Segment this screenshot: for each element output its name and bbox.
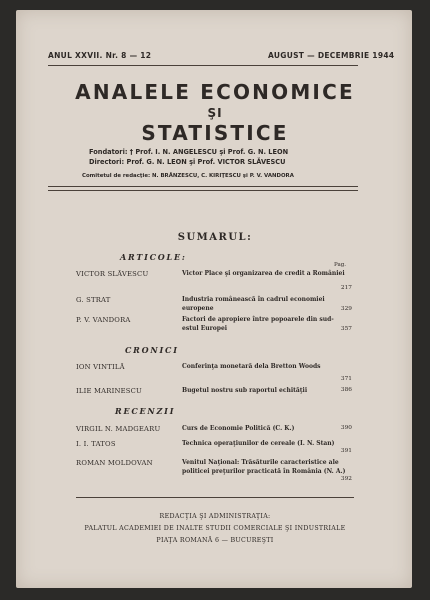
author: ION VINTILĂ	[76, 363, 125, 371]
directors: Directori: Prof. G. N. LEON şi Prof. VICTOR SLĂVESCU	[89, 158, 286, 166]
header-rule	[48, 65, 358, 66]
founders: Fondatori: † Prof. I. N. ANGELESCU şi Prof. G. N. LEON	[89, 148, 289, 156]
section-heading-recenzii: RECENZII	[115, 406, 176, 416]
journal-title-line2: ŞI	[207, 106, 223, 120]
author: ROMAN MOLDOVAN	[76, 459, 153, 467]
section-heading-cronici: CRONICI	[125, 345, 179, 355]
author: ILIE MARINESCU	[76, 387, 142, 395]
author: P. V. VANDORA	[76, 316, 131, 324]
title-rule-bottom	[48, 190, 358, 191]
issue-number: ANUL XXVII. Nr. 8 — 12	[48, 51, 152, 60]
article-title: Industria românească în cadrul economiei europene	[182, 296, 325, 312]
author: G. STRAT	[76, 296, 111, 304]
section-heading-articole: ARTICOLE:	[120, 252, 187, 262]
journal-title-line1: ANALELE ECONOMICE	[75, 80, 355, 104]
footer-line3: PIAŢA ROMANĂ 6 — BUCUREŞTI	[156, 537, 274, 544]
author: I. I. TATOS	[76, 440, 116, 448]
page-number: 386	[340, 387, 352, 393]
article-title: Technica operaţiunilor de cereale (I. N. Stan)	[182, 440, 335, 447]
editorial-committee: Comitetul de redacţie: N. BRĂNZESCU, C. KIRIŢESCU şi P. V. VANDORA	[82, 173, 294, 179]
page-column-label: Pag.	[334, 262, 347, 268]
article-title: Curs de Economie Politică (C. K.)	[182, 425, 295, 432]
page-number: 390	[340, 425, 352, 431]
contents-rule	[76, 497, 354, 498]
article-title: Bugetul nostru sub raportul echităţii	[182, 387, 308, 394]
footer-line1: REDACŢIA ŞI ADMINISTRAŢIA:	[159, 513, 271, 520]
title-rule-top	[48, 186, 358, 187]
page-number: 371	[340, 376, 352, 382]
page-number: 217	[340, 285, 352, 291]
footer-line2: PALATUL ACADEMIEI DE INALTE STUDII COMERCIALE ŞI INDUSTRIALE	[84, 525, 346, 532]
page-number: 391	[340, 448, 352, 454]
page-number: 392	[340, 476, 352, 482]
journal-title-line3: STATISTICE	[141, 121, 289, 145]
author: VIRGIL N. MADGEARU	[76, 425, 161, 433]
author: VICTOR SLĂVESCU	[76, 270, 149, 278]
article-title: Conferinţa monetară dela Bretton Woods	[182, 363, 321, 370]
article-title: Victor Place şi organizarea de credit a României	[182, 270, 345, 277]
page-number: 357	[340, 326, 352, 332]
contents-heading: SUMARUL:	[177, 232, 253, 243]
article-title: Factori de apropiere între popoarele din sud-estul Europei	[182, 316, 334, 332]
page-number: 329	[340, 306, 352, 312]
article-title: Venitul Naţional: Trăsăturile caracteristice ale politicei preţurilor practicată în România (N. A.)	[182, 459, 346, 475]
issue-period: AUGUST — DECEMBRIE 1944	[268, 51, 395, 60]
